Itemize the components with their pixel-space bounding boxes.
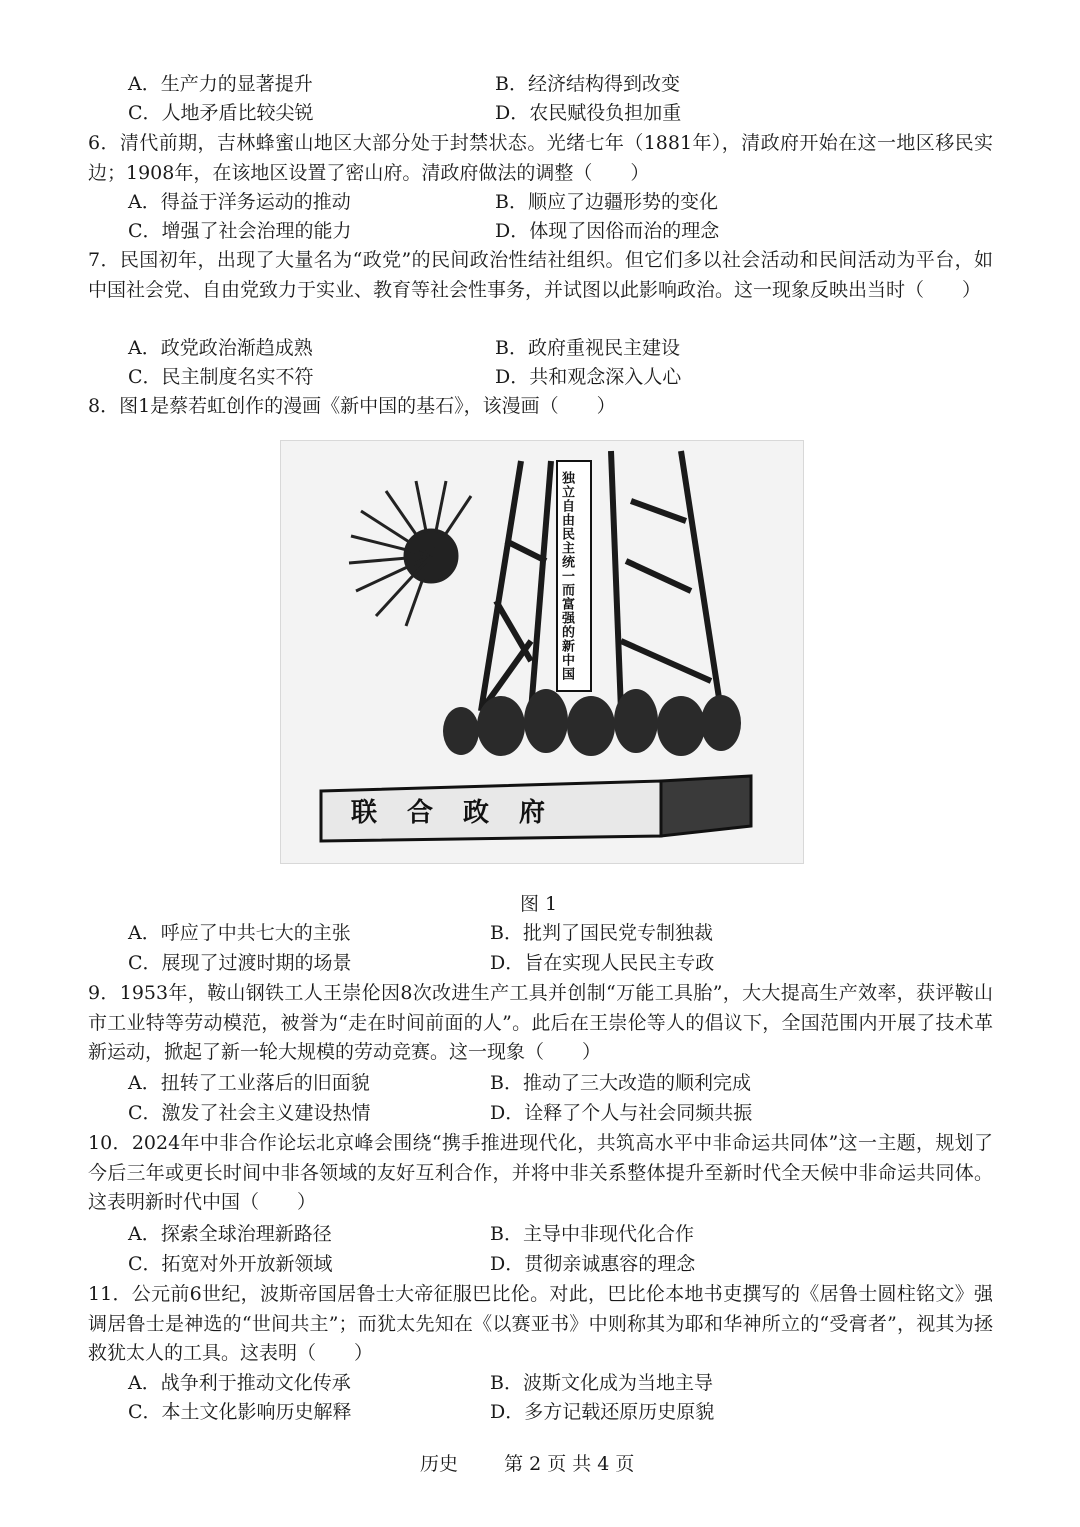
q11-option-c: C．本土文化影响历史解释 bbox=[128, 1401, 352, 1423]
q10-stem: 10．2024年中非合作论坛北京峰会围绕“携手推进现代化，共筑高水平中非命运共同体”这一主题，规划了今后三年或更长时间中非各领域的友好互利合作，并将中非关系整体提升至新时代全天候中非命运共同体。这表明新时代中国（ ） bbox=[88, 1132, 993, 1213]
q8-option-d: D．旨在实现人民民主专政 bbox=[490, 952, 715, 974]
q10-option-b: B．主导中非现代化合作 bbox=[490, 1223, 694, 1245]
q10-option-a: A．探索全球治理新路径 bbox=[128, 1223, 332, 1245]
q9-option-c: C．激发了社会主义建设热情 bbox=[128, 1102, 371, 1124]
cartoon-figure bbox=[280, 440, 804, 864]
q6-option-b: B．顺应了边疆形势的变化 bbox=[495, 191, 718, 213]
footer-subject: 历史 bbox=[420, 1453, 459, 1475]
q11-option-a: A．战争利于推动文化传承 bbox=[128, 1372, 351, 1394]
q5-option-a: A．生产力的显著提升 bbox=[128, 73, 313, 95]
q11-option-b: B．波斯文化成为当地主导 bbox=[490, 1372, 713, 1394]
q6-option-a: A．得益于洋务运动的推动 bbox=[128, 191, 351, 213]
q7-option-c: C．民主制度名实不符 bbox=[128, 366, 314, 388]
figure-caption: 图 1 bbox=[520, 893, 558, 915]
page-footer bbox=[420, 1450, 674, 1478]
q11-stem: 11．公元前6世纪，波斯帝国居鲁士大帝征服巴比伦。对此，巴比伦本地书吏撰写的《居鲁士圆柱铭文》强调居鲁士是神选的“世间共主”；而犹太先知在《以赛亚书》中则称其为耶和华神所立的“受膏者”，视其为拯救犹太人的工具。这表明（ ） bbox=[88, 1283, 993, 1364]
q9-stem: 9．1953年，鞍山钢铁工人王崇伦因8次改进生产工具并创制“万能工具胎”，大大提高生产效率，获评鞍山市工业特等劳动模范，被誉为“走在时间前面的人”。此后在王崇伦等人的倡议下，全国范围内开展了技术革新运动，掀起了新一轮大规模的劳动竞赛。这一现象（ ） bbox=[88, 982, 993, 1063]
q9-option-a: A．扭转了工业落后的旧面貌 bbox=[128, 1072, 370, 1094]
q7-option-b: B．政府重视民主建设 bbox=[495, 337, 680, 359]
q7-option-d: D．共和观念深入人心 bbox=[495, 366, 682, 388]
tower-banner-text: 独立自由民主统一而富强的新中国 bbox=[559, 471, 574, 681]
q8-stem: 8．图1是蔡若虹创作的漫画《新中国的基石》，该漫画（ ） bbox=[88, 395, 616, 417]
base-stone-text: 联合政府 bbox=[351, 798, 576, 828]
q8-option-c: C．展现了过渡时期的场景 bbox=[128, 952, 352, 974]
q8-option-a: A．呼应了中共七大的主张 bbox=[128, 922, 351, 944]
q6-stem: 6．清代前期，吉林蜂蜜山地区大部分处于封禁状态。光绪七年（1881年），清政府开始在这一地区移民实边；1908年，在该地区设置了密山府。清政府做法的调整（ ） bbox=[88, 132, 993, 184]
q10-option-d: D．贯彻亲诚惠容的理念 bbox=[490, 1253, 696, 1275]
q5-option-c: C．人地矛盾比较尖锐 bbox=[128, 102, 314, 124]
q9-option-d: D．诠释了个人与社会同频共振 bbox=[490, 1102, 753, 1124]
footer-page-number: 第 2 页 共 4 页 bbox=[504, 1453, 635, 1475]
q5-option-d: D．农民赋役负担加重 bbox=[495, 102, 682, 124]
q6-option-c: C．增强了社会治理的能力 bbox=[128, 220, 352, 242]
q5-option-b: B．经济结构得到改变 bbox=[495, 73, 680, 95]
q10-option-c: C．拓宽对外开放新领域 bbox=[128, 1253, 333, 1275]
q8-option-b: B．批判了国民党专制独裁 bbox=[490, 922, 713, 944]
tower-drawing bbox=[481, 451, 721, 711]
sun-drawing bbox=[349, 481, 471, 626]
q11-option-d: D．多方记载还原历史原貌 bbox=[490, 1401, 715, 1423]
q7-option-a: A．政党政治渐趋成熟 bbox=[128, 337, 313, 359]
q7-stem: 7．民国初年，出现了大量名为“政党”的民间政治性结社组织。但它们多以社会活动和民间活动为平台，如中国社会党、自由党致力于实业、教育等社会性事务，并试图以此影响政治。这一现象反映出当时（ ） bbox=[88, 249, 993, 301]
cartoon-illustration bbox=[281, 441, 803, 863]
q9-option-b: B．推动了三大改造的顺利完成 bbox=[490, 1072, 751, 1094]
q6-option-d: D．体现了因俗而治的理念 bbox=[495, 220, 720, 242]
